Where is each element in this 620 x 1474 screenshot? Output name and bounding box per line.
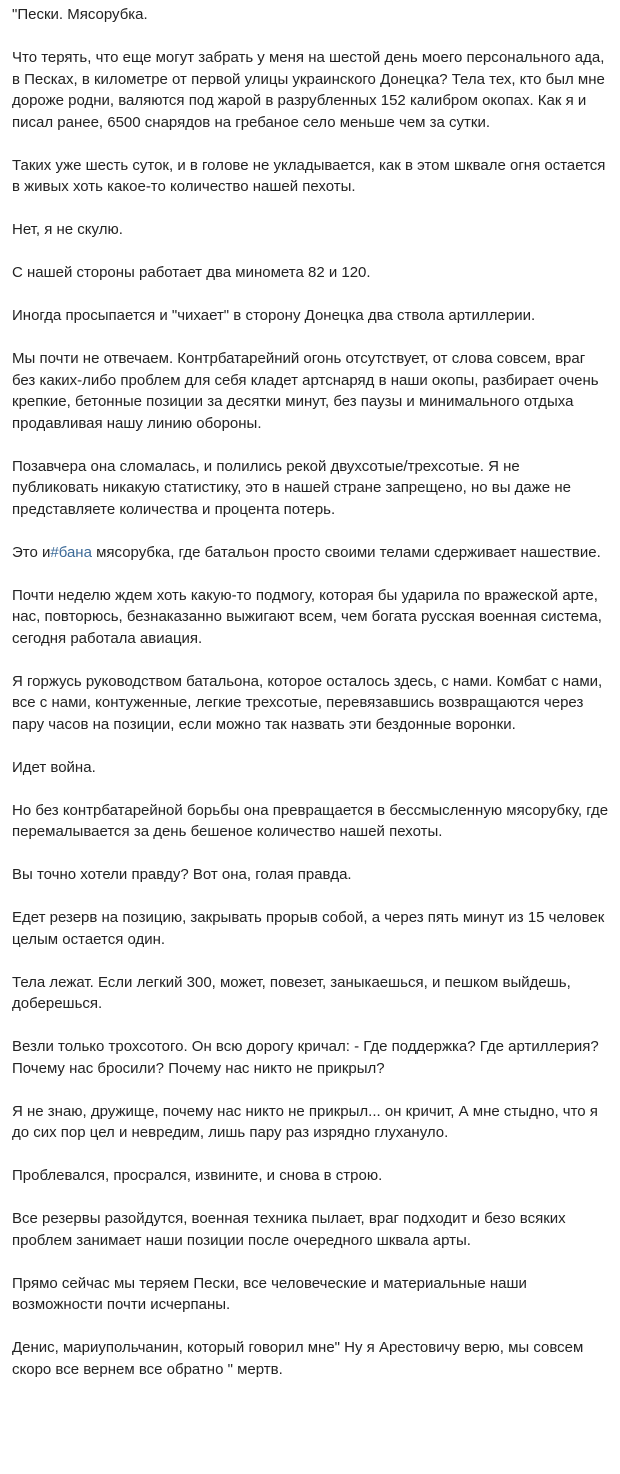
post-paragraph: Тела лежат. Если легкий 300, может, повезет, заныкаешься, и пешком выйдешь, доберешься. [12, 973, 575, 1012]
post-paragraph: Таких уже шесть суток, и в голове не укладывается, как в этом шквале огня остается в живых хоть какое-то количество нашей пехоты. [12, 156, 610, 195]
post-paragraph: Иногда просыпается и "чихает" в сторону Донецка два ствола артиллерии. [12, 307, 536, 324]
post-paragraph: Что терять, что еще могут забрать у меня на шестой день моего персонального ада, в Песках, в километре от первой улицы украинского Донецка? Тела тех, кто был мне дороже родни, валяются под жарой в разрубленных 152 калибром окопах. Как я и писал ранее, 6500 снарядов на гребаное село меньше чем за сутки. [12, 49, 610, 131]
post-paragraph: Прямо сейчас мы теряем Пески, все человеческие и материальные наши возможности почти исчерпаны. [12, 1274, 532, 1313]
post-paragraph: Я горжусь руководством батальона, которое осталось здесь, с нами. Комбат с нами, все с нами, контуженные, легкие трехсотые, перевязавшись возвращаются через пару часов на позиции, если можно так назвать эти бездонные воронки. [12, 672, 607, 733]
post-paragraph: Позавчера она сломалась, и полились рекой двухсотые/трехсотые. Я не публиковать никакую статистику, это в нашей стране запрещено, но вы даже не представляете количества и процента потерь. [12, 457, 576, 518]
post-paragraph: Мы почти не отвечаем. Контрбатарейний огонь отсутствует, от слова совсем, враг без каких-либо проблем для себя кладет артснаряд в наши окопы, разбирает очень крепкие, бетонные позиции за десятки минут, без паузы и минимального отдыха продавливая нашу линию обороны. [12, 350, 603, 432]
post-paragraph: Денис, мариупольчанин, который говорил мне" Ну я Арестовичу верю, мы совсем скоро все вернем все обратно " мертв. [12, 1339, 588, 1378]
paragraph-text-after: мясорубка, где батальон просто своими телами сдерживает нашествие. [91, 543, 601, 561]
post-paragraph: Везли только трохсотого. Он всю дорогу кричал: - Где поддержка? Где артиллерия? Почему нас бросили? Почему нас никто не прикрыл? [12, 1038, 603, 1077]
hashtag-link[interactable]: #бана [50, 543, 92, 561]
post-paragraph-with-hashtag [12, 542, 610, 564]
post-paragraph: С нашей стороны работает два миномета 82 и 120. [12, 264, 371, 281]
post-paragraph: Вы точно хотели правду? Вот она, голая правда. [12, 866, 352, 883]
post-paragraph: Едет резерв на позицию, закрывать прорыв собой, а через пять минут из 15 человек целым остается один. [12, 909, 609, 948]
post-paragraph: Я не знаю, дружище, почему нас никто не прикрыл... он кричит, А мне стыдно, что я до сих пор цел и невредим, лишь пару раз изрядно глухануло. [12, 1102, 603, 1141]
post-paragraph: "Пески. Мясорубка. [12, 6, 148, 23]
post-paragraph: Почти неделю ждем хоть какую-то подмогу, которая бы ударила по вражеской арте, нас, повторюсь, безнаказанно выжигают всем, чем богата русская военная система, сегодня работала авиация. [12, 586, 607, 647]
post-paragraph: Идет война. [12, 758, 96, 776]
post-text [12, 4, 613, 1402]
post-paragraph: Все резервы разойдутся, военная техника пылает, враг подходит и безо всяких проблем занимает наши позиции после очередного шквала арты. [12, 1210, 570, 1249]
post-paragraph: Но без контрбатарейной борьбы она превращается в бессмысленную мясорубку, где перемалывается за день бешеное количество нашей пехоты. [12, 801, 613, 840]
post-paragraph: Проблевался, просрался, извините, и снова в строю. [12, 1167, 383, 1184]
paragraph-text-before: Это и [12, 543, 51, 561]
post-paragraph: Нет, я не скулю. [12, 221, 123, 238]
